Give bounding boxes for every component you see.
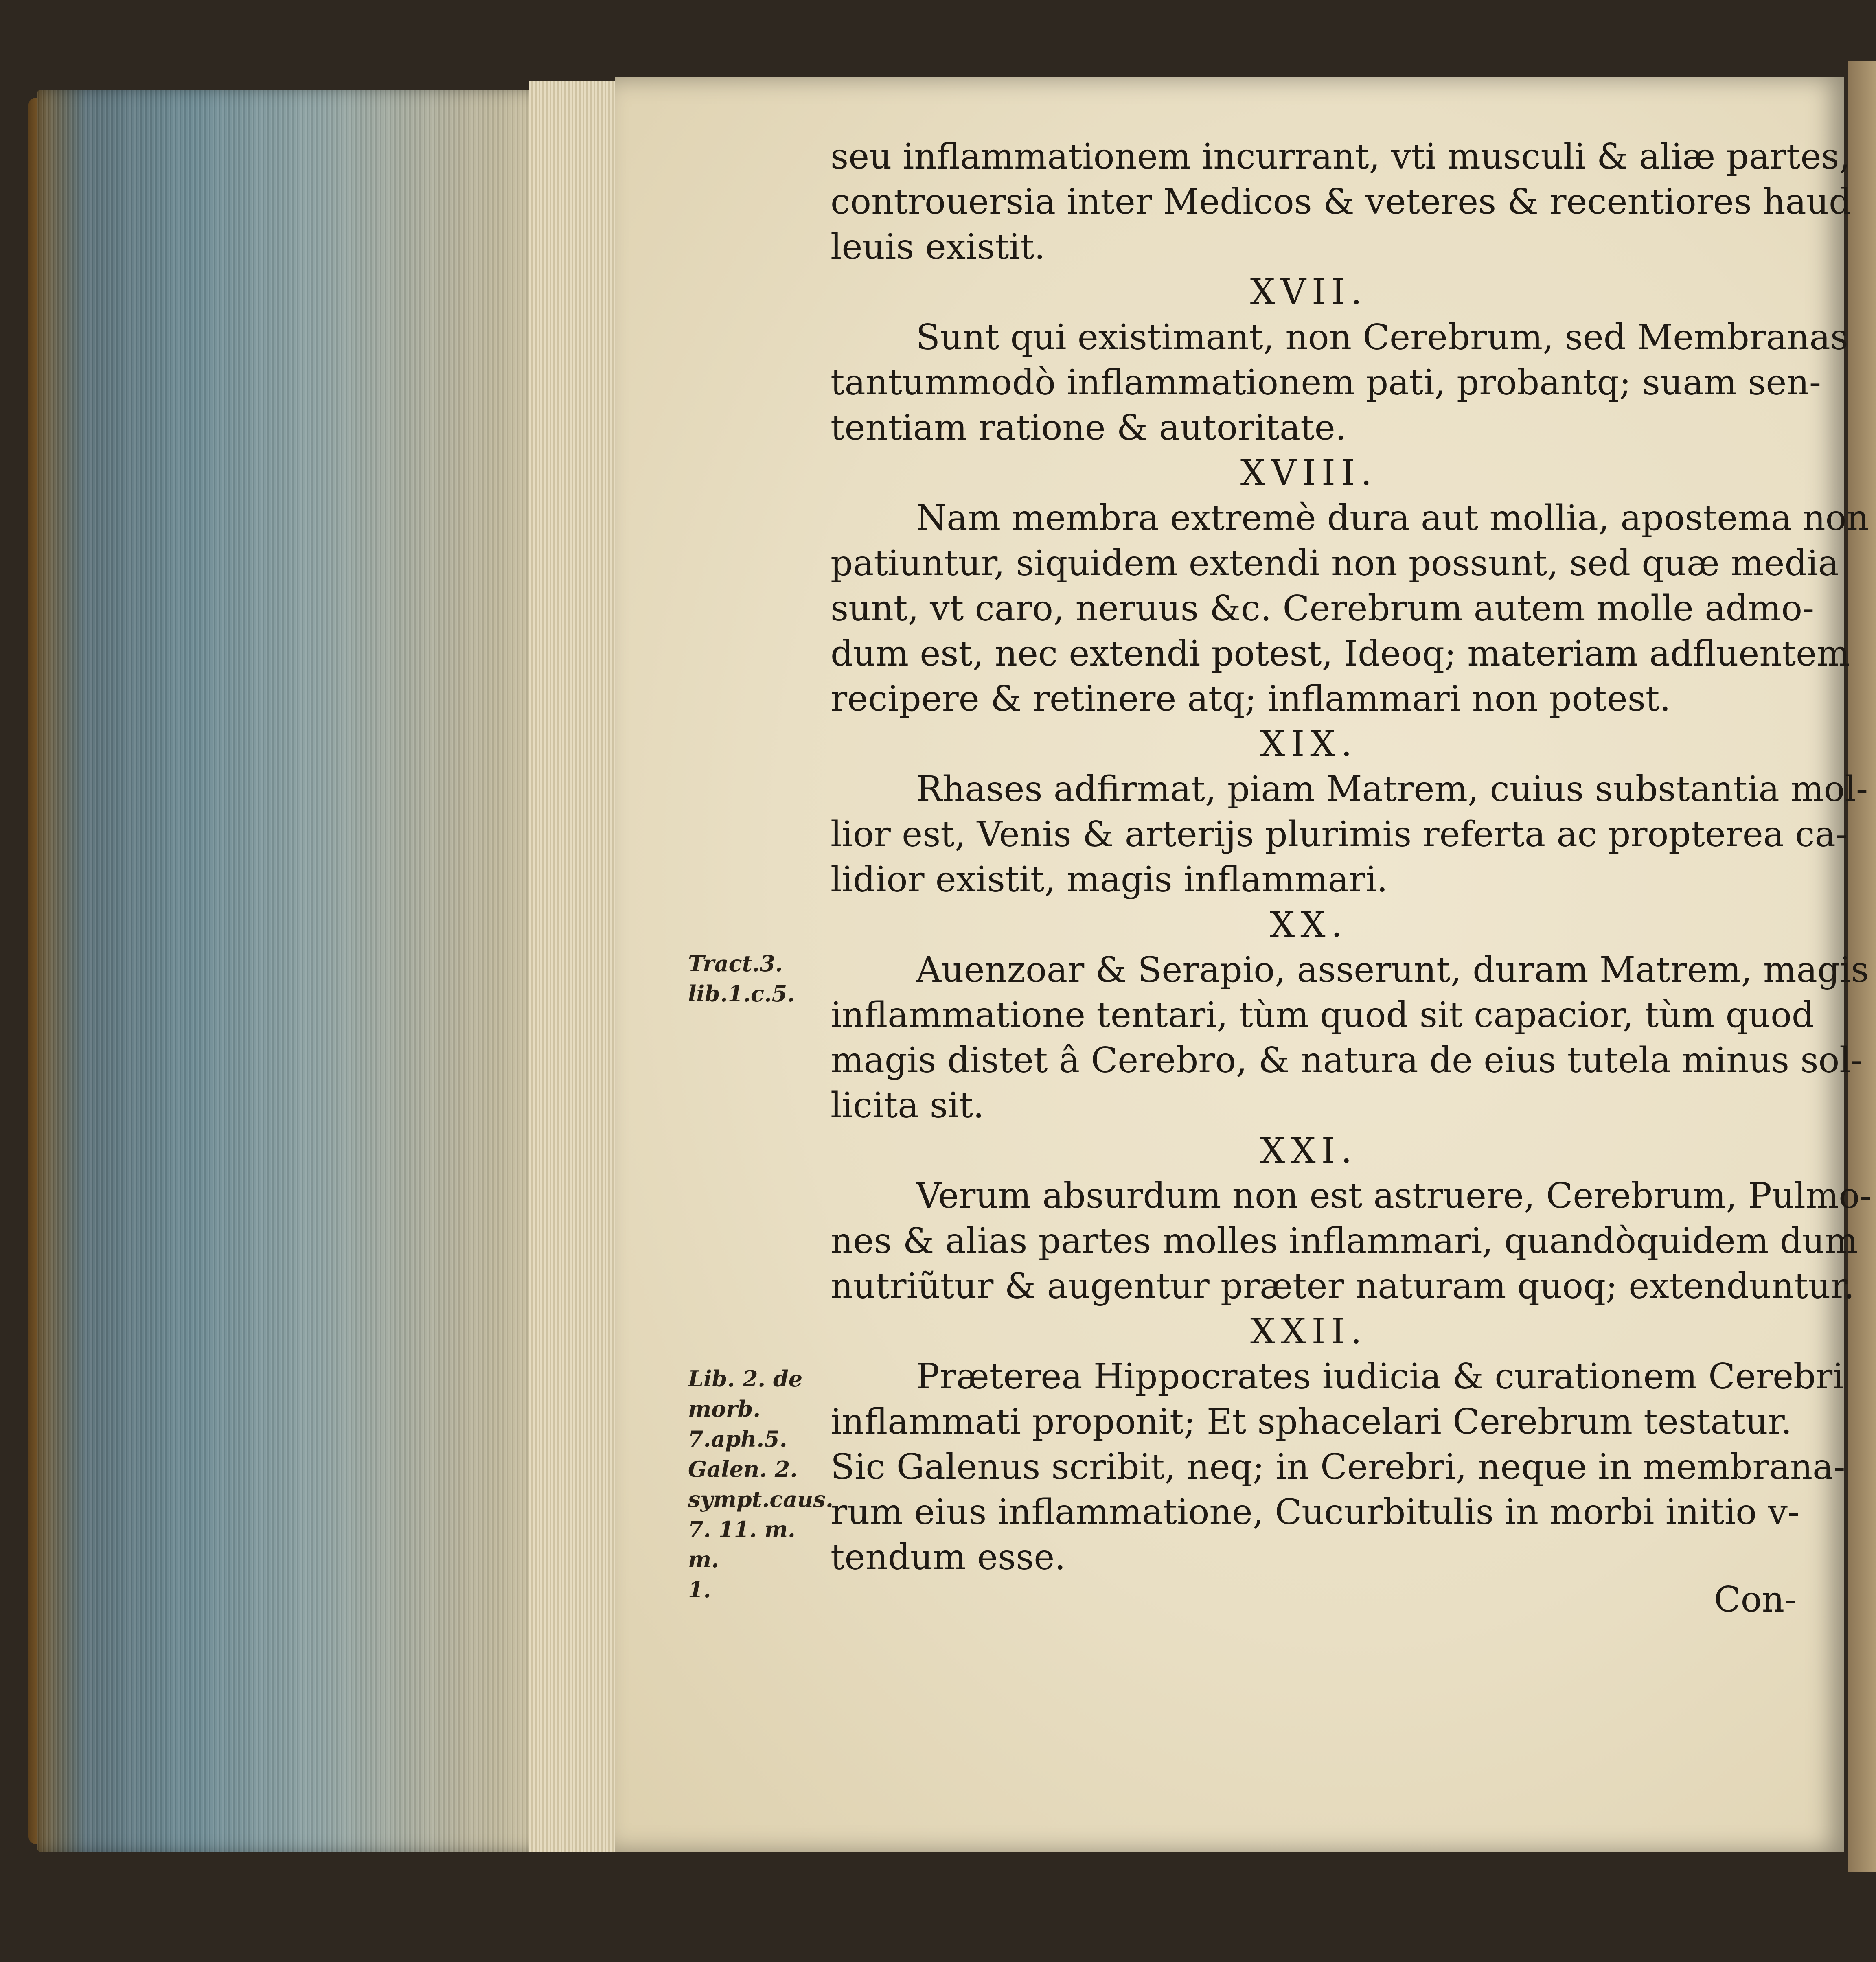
margin-note-line: Lib. 2. de — [688, 1364, 822, 1394]
text-line: patiuntur, siquidem extendi non possunt, sed quæ media — [831, 541, 1787, 586]
paragraph-last-line: leuis existit. — [831, 225, 1787, 270]
section-heading: XX. — [831, 902, 1787, 948]
text-line: seu inflammationem incurrant, vti musculi & aliæ partes, — [831, 134, 1787, 180]
paragraph-first-line: Verum absurdum non est astruere, Cerebrum, Pulmo- — [831, 1174, 1787, 1219]
paragraph-last-line: recipere & retinere atq; inflammari non potest. — [831, 677, 1787, 722]
margin-note-line: 7. 11. m. m. — [688, 1514, 822, 1574]
section-heading: XVIII. — [831, 451, 1787, 496]
text-line: nes & alias partes molles inflammari, quandòquidem dum — [831, 1219, 1787, 1264]
margin-note-line: Galen. 2. — [688, 1454, 822, 1484]
paragraph-first-line: Sunt qui existimant, non Cerebrum, sed Membranas — [831, 315, 1787, 360]
paragraph-first-line: Auenzoar & Serapio, asserunt, duram Matrem, magis — [831, 948, 1787, 993]
text-line: magis distet â Cerebro, & natura de eius tutela minus sol- — [831, 1038, 1787, 1083]
section-heading: XXII. — [831, 1309, 1787, 1354]
section-heading: XIX. — [831, 722, 1787, 767]
margin-note-line: Tract.3. — [688, 948, 822, 979]
text-line: inflammatione tentari, tùm quod sit capacior, tùm quod — [831, 993, 1787, 1038]
margin-note-line: lib.1.c.5. — [688, 979, 822, 1009]
paragraph-first-line: Rhases adfirmat, piam Matrem, cuius substantia mol- — [831, 767, 1787, 812]
margin-note-line: 1. — [688, 1574, 822, 1605]
text-line: tantummodò inflammationem pati, probantq; suam sen- — [831, 360, 1787, 405]
text-line: dum est, nec extendi potest, Ideoq; materiam adfluentem — [831, 631, 1787, 677]
paragraph-last-line: lidior existit, magis inflammari. — [831, 857, 1787, 902]
section-heading: XXI. — [831, 1128, 1787, 1174]
text-line: Sic Galenus scribit, neq; in Cerebri, neque in membrana- — [831, 1445, 1787, 1490]
margin-note-line: morb. — [688, 1394, 822, 1424]
section-heading: XVII. — [831, 270, 1787, 315]
paragraph-last-line: tendum esse. — [831, 1535, 1787, 1580]
paragraph-first-line: Nam membra extremè dura aut mollia, apostema non — [831, 496, 1787, 541]
text-line: rum eius inflammatione, Cucurbitulis in morbi initio v- — [831, 1490, 1787, 1535]
catchword: Con- — [1714, 1579, 1796, 1620]
text-line: nutriũtur & augentur præter naturam quoq; extenduntur. — [831, 1264, 1787, 1309]
margin-note-line: sympt.caus. — [688, 1484, 822, 1514]
text-line: lior est, Venis & arterijs plurimis referta ac propterea ca- — [831, 812, 1787, 857]
text-line: sunt, vt caro, neruus &c. Cerebrum autem molle admo- — [831, 586, 1787, 631]
text-line: inflammati proponit; Et sphacelari Cerebrum testatur. — [831, 1399, 1787, 1445]
margin-note-line: 7.aph.5. — [688, 1424, 822, 1454]
paragraph-last-line: tentiam ratione & autoritate. — [831, 405, 1787, 451]
paragraph-first-line: Præterea Hippocrates iudicia & curationem Cerebri — [831, 1354, 1787, 1399]
text-line: controuersia inter Medicos & veteres & recentiores haud — [831, 180, 1787, 225]
paragraph-last-line: licita sit. — [831, 1083, 1787, 1128]
